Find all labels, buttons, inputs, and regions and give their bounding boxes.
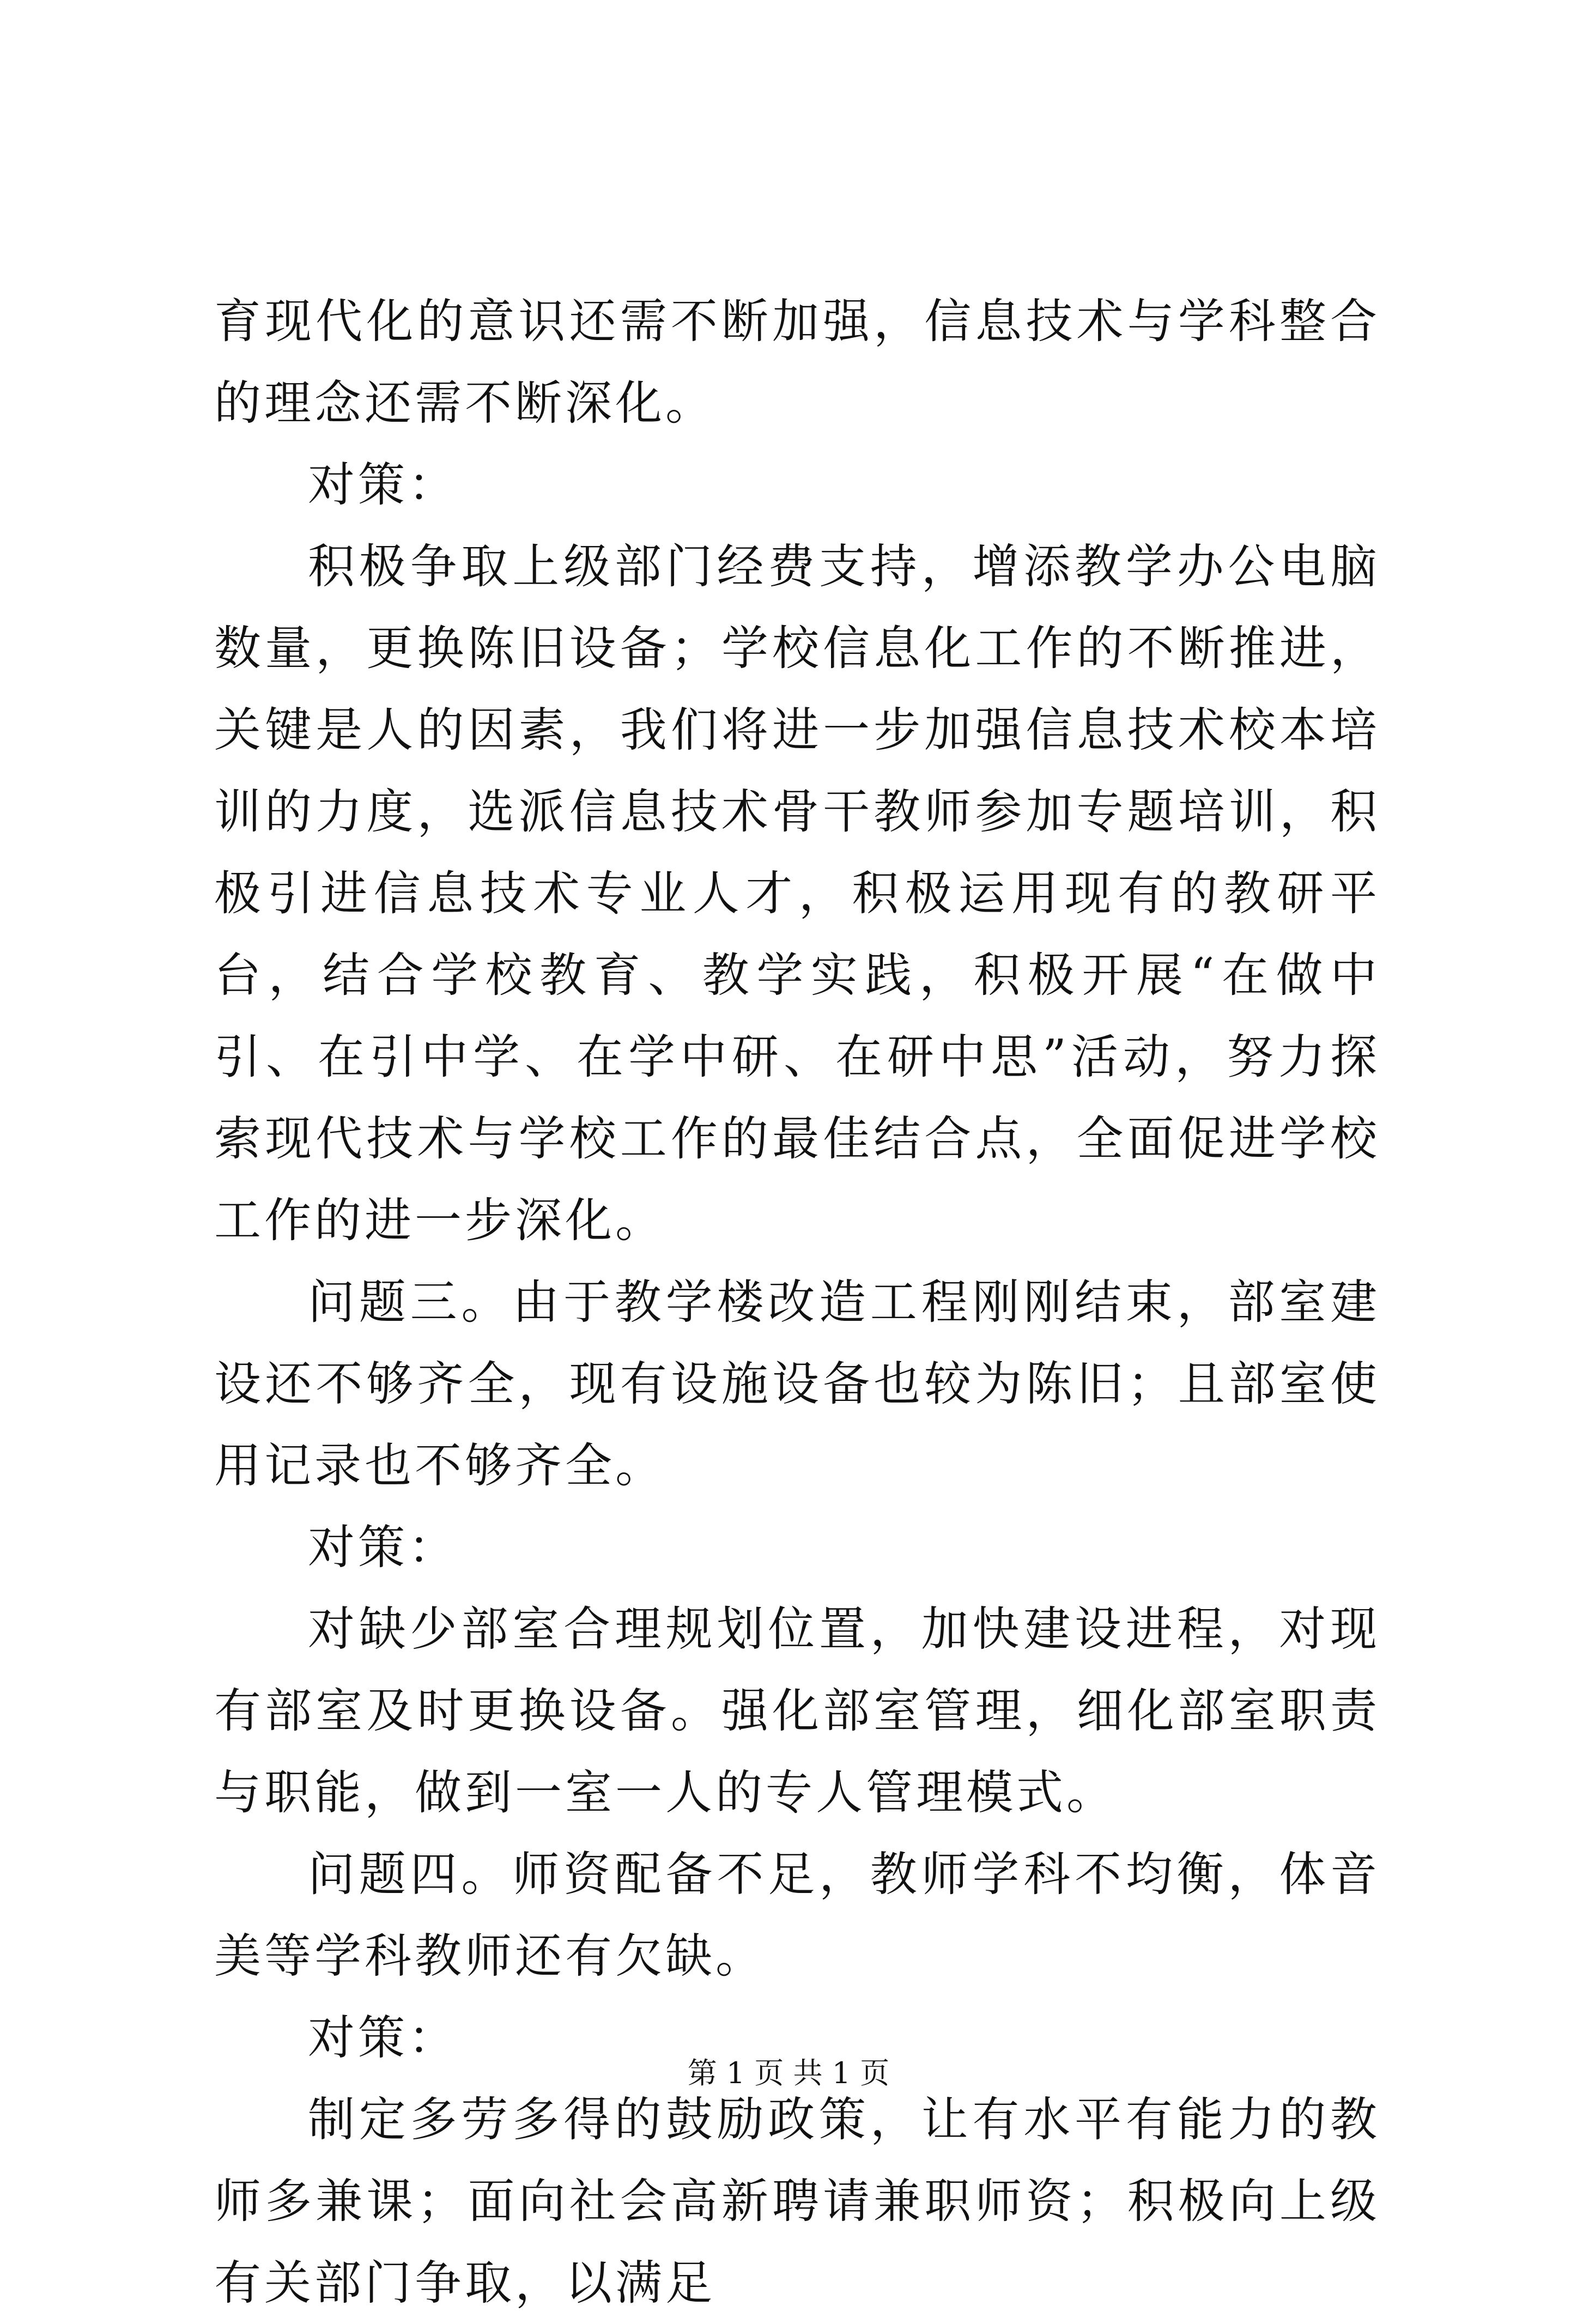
document-body (214, 281, 1380, 2324)
paragraph-countermeasure-teachers: 制定多劳多得的鼓励政策，让有水平有能力的教师多兼课；面向社会高新聘请兼职师资；积极向上级有关部门争取，以满足 (214, 2092, 1380, 2310)
paragraph-problem-three: 问题三。由于教学楼改造工程刚刚结束，部室建设还不够齐全，现有设施设备也较为陈旧；且部室使用记录也不够齐全。 (214, 1275, 1380, 1493)
page-footer: 第 1 页 共 1 页 (687, 2056, 890, 2090)
paragraph-countermeasure-heading: 对策： (308, 1520, 458, 1575)
paragraph-countermeasure-heading: 对策： (308, 458, 458, 512)
paragraph-problem-four: 问题四。师资配备不足，教师学科不均衡，体音美等学科教师还有欠缺。 (214, 1847, 1380, 1983)
paragraph-countermeasure-it: 积极争取上级部门经费支持，增添教学办公电脑数量，更换陈旧设备；学校信息化工作的不断推进，关键是人的因素，我们将进一步加强信息技术校本培训的力度，选派信息技术骨干教师参加专题培训，积极引进信息技术专业人才，积极运用现有的教研平台，结合学校教育、教学实践，积极开展“在做中引、在引中学、在学中研、在研中思”活动，努力探索现代技术与学校工作的最佳结合点，全面促进学校工作的进一步深化。 (214, 539, 1380, 1248)
paragraph-continuation: 育现代化的意识还需不断加强，信息技术与学科整合的理念还需不断深化。 (214, 294, 1380, 430)
paragraph-countermeasure-rooms: 对缺少部室合理规划位置，加快建设进程，对现有部室及时更换设备。强化部室管理，细化部室职责与职能，做到一室一人的专人管理模式。 (214, 1602, 1380, 1820)
paragraph-countermeasure-heading: 对策： (308, 2011, 458, 2065)
